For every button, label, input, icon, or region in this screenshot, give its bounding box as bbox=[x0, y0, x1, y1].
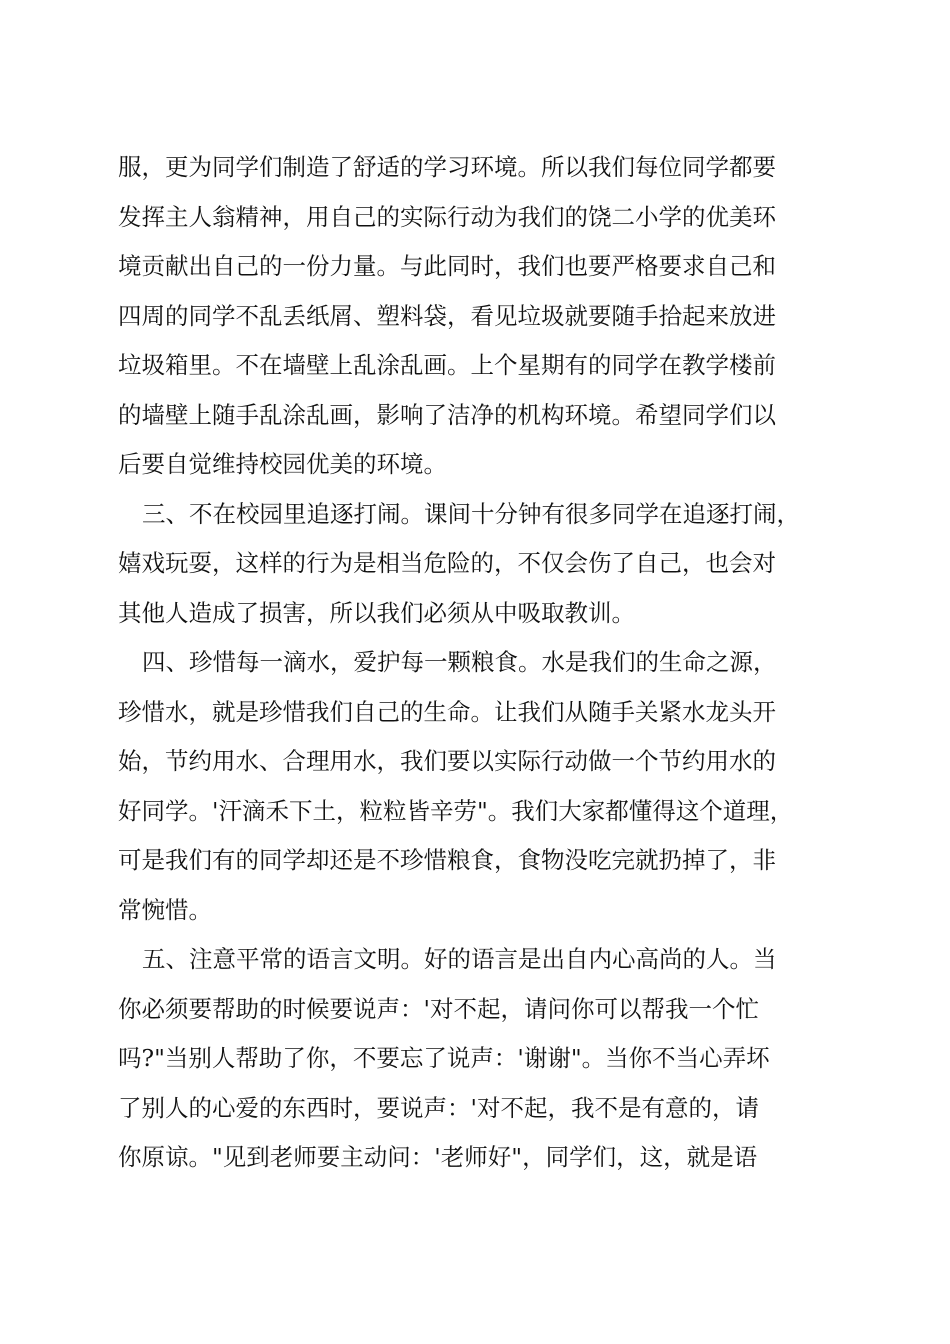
text-line: 后要自觉维持校园优美的环境。 bbox=[118, 450, 447, 478]
paragraph-three-start: 三、不在校园里追逐打闹。课间十分钟有很多同学在追逐打闹， bbox=[142, 499, 800, 528]
text-line: 垃圾箱里。不在墙壁上乱涂乱画。上个星期有的同学在教学楼前 bbox=[118, 351, 776, 379]
text-line: 的墙壁上随手乱涂乱画，影响了洁净的机构环境。希望同学们以 bbox=[118, 400, 776, 429]
text-line: 好同学。'汗滴禾下土，粒粒皆辛劳"。我们大家都懂得这个道理， bbox=[118, 796, 794, 825]
text-line: 珍惜水，就是珍惜我们自己的生命。让我们从随手关紧水龙头开 bbox=[118, 697, 776, 726]
text-line: 可是我们有的同学却还是不珍惜粮食，食物没吃完就扔掉了，非 bbox=[118, 846, 776, 874]
text-line: 始，节约用水、合理用水，我们要以实际行动做一个节约用水的 bbox=[118, 747, 776, 775]
text-line: 了别人的心爱的东西时，要说声：'对不起，我不是有意的，请 bbox=[118, 1093, 759, 1122]
text-line: 发挥主人翁精神，用自己的实际行动为我们的饶二小学的优美环 bbox=[118, 202, 776, 231]
text-line: 嬉戏玩耍，这样的行为是相当危险的，不仅会伤了自己，也会对 bbox=[118, 549, 776, 577]
body-text bbox=[118, 143, 838, 1183]
text-line: 吗?"当别人帮助了你，不要忘了说声：'谢谢"。当你不当心弄坏 bbox=[118, 1044, 770, 1072]
text-line: 境贡献出自己的一份力量。与此同时，我们也要严格要求自己和 bbox=[118, 252, 776, 280]
text-line: 你必须要帮助的时候要说声：'对不起，请问你可以帮我一个忙 bbox=[118, 994, 759, 1023]
paragraph-four-start: 四、珍惜每一滴水，爱护每一颗粮食。水是我们的生命之源， bbox=[142, 648, 777, 676]
text-line: 其他人造成了损害，所以我们必须从中吸取教训。 bbox=[118, 598, 635, 627]
text-line: 你原谅。"见到老师要主动问：'老师好"，同学们，这，就是语 bbox=[118, 1143, 758, 1171]
paragraph-five-start: 五、注意平常的语言文明。好的语言是出自内心高尚的人。当 bbox=[142, 945, 777, 973]
text-line: 四周的同学不乱丢纸屑、塑料袋，看见垃圾就要随手拾起来放进 bbox=[118, 301, 776, 330]
text-line: 服，更为同学们制造了舒适的学习环境。所以我们每位同学都要 bbox=[118, 153, 776, 181]
text-line: 常惋惜。 bbox=[118, 895, 212, 924]
